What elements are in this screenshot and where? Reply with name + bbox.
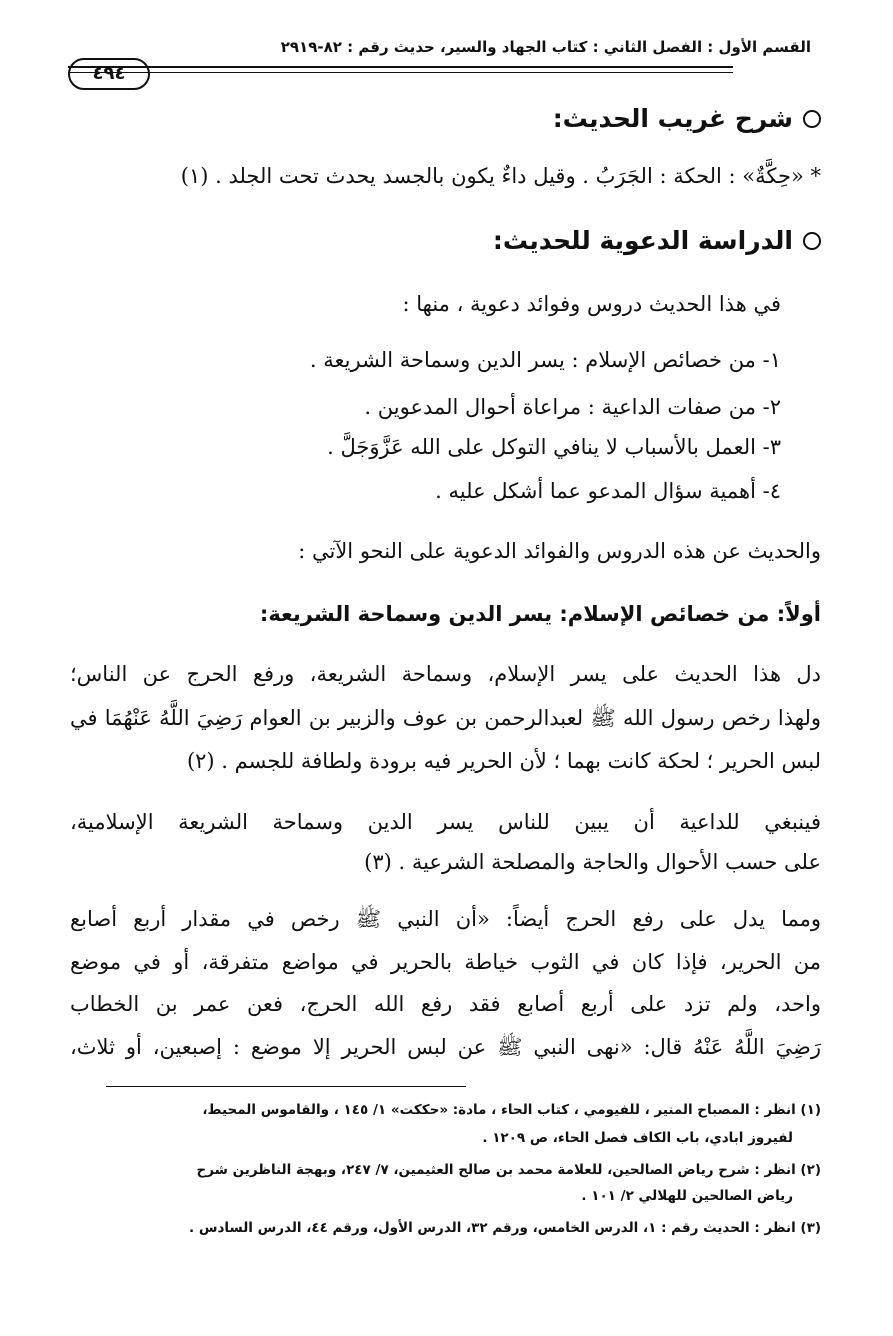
section-heading-gharib <box>70 104 821 133</box>
paragraph-line: على حسب الأحوال والحاجة والمصلحة الشرعية . (٣) <box>364 850 821 874</box>
header-rule <box>68 66 733 68</box>
paragraph-line: رَضِيَ اللَّهُ عَنْهُ قال: «نهى النبي ﷺ عن لبس الحرير إلا موضع : إصبعين، أو ثلاث، <box>70 1035 821 1059</box>
paragraph-line: فينبغي للداعية أن يبين للناس يسر الدين وسماحة الشريعة الإسلامية، <box>70 810 821 834</box>
lesson-item: ١- من خصائص الإسلام : يسر الدين وسماحة الشريعة . <box>309 348 781 372</box>
lesson-item: ٤- أهمية سؤال المدعو عما أشكل عليه . <box>435 479 781 503</box>
paragraph-line: ولهذا رخص رسول الله ﷺ لعبدالرحمن بن عوف والزبير بن العوام رَضِيَ اللَّهُ عَنْهُمَا في <box>70 706 821 730</box>
circle-bullet-icon <box>803 110 821 128</box>
gharib-definition: * «حِكَّةٌ» : الحكة : الجَرَبُ . وقيل داءٌ يكون بالجسد يحدث تحت الجلد . (١) <box>180 164 821 188</box>
lesson-item: ٣- العمل بالأسباب لا ينافي التوكل على الله عَزَّوَجَلَّ . <box>327 435 781 459</box>
footnote-line: رياض الصالحين للهلالي ٢/ ١٠١ . <box>581 1188 793 1204</box>
footnote-line: (٣) انظر : الحديث رقم : ١، الدرس الخامس، ورقم ٣٢، الدرس الأول، ورقم ٤٤، الدرس السادس . <box>189 1220 821 1236</box>
paragraph-line: لبس الحرير ؛ لحكة كانت بهما ؛ لأن الحرير فيه برودة ولطافة للجسم . (٢) <box>186 749 821 773</box>
intro-line: في هذا الحديث دروس وفوائد دعوية ، منها : <box>402 292 781 316</box>
footnote-line: (٢) انظر : شرح رياض الصالحين، للعلامة محمد بن صالح العثيمين، ٧/ ٢٤٧، وبهجة الناظرين شرح <box>196 1162 821 1178</box>
running-header: القسم الأول : الفصل الثاني : كتاب الجهاد والسير، حديث رقم : ٨٢-٢٩١٩ <box>280 38 811 56</box>
footnote-line: (١) انظر : المصباح المنير ، للفيومي ، كتاب الحاء ، مادة: «حككت» ١/ ١٤٥ ، والقاموس المحيط، <box>202 1102 821 1118</box>
paragraph-line: دل هذا الحديث على يسر الإسلام، وسماحة الشريعة، ورفع الحرج عن الناس؛ <box>70 662 821 686</box>
heading-text: شرح غريب الحديث: <box>552 104 793 133</box>
heading-text: الدراسة الدعوية للحديث: <box>492 226 793 255</box>
page-number: ٤٩٤ <box>68 58 150 90</box>
circle-bullet-icon <box>803 232 821 250</box>
subsection-heading-first: أولاً: من خصائص الإسلام: يسر الدين وسماحة الشريعة: <box>259 602 821 626</box>
paragraph-line: من الحرير، فإذا كان في الثوب خياطة بالحرير في مواضع متفرقة، أو في موضع <box>70 950 821 974</box>
footnote-rule <box>106 1086 466 1087</box>
header-rule-thin <box>68 72 733 73</box>
transition-line: والحديث عن هذه الدروس والفوائد الدعوية على النحو الآتي : <box>298 539 821 563</box>
paragraph-line: ومما يدل على رفع الحرج أيضاً: «أن النبي ﷺ رخص في مقدار أربع أصابع <box>70 907 821 931</box>
footnote-line: لفيروز ابادي، باب الكاف فصل الحاء، ص ١٢٠٩ . <box>482 1130 793 1146</box>
lesson-item: ٢- من صفات الداعية : مراعاة أحوال المدعوين . <box>364 395 781 419</box>
paragraph-line: واحد، ولم تزد على أربع أصابع فقد رفع الله الحرج، فعن عمر بن الخطاب <box>70 992 821 1016</box>
section-heading-dawa <box>70 226 821 255</box>
